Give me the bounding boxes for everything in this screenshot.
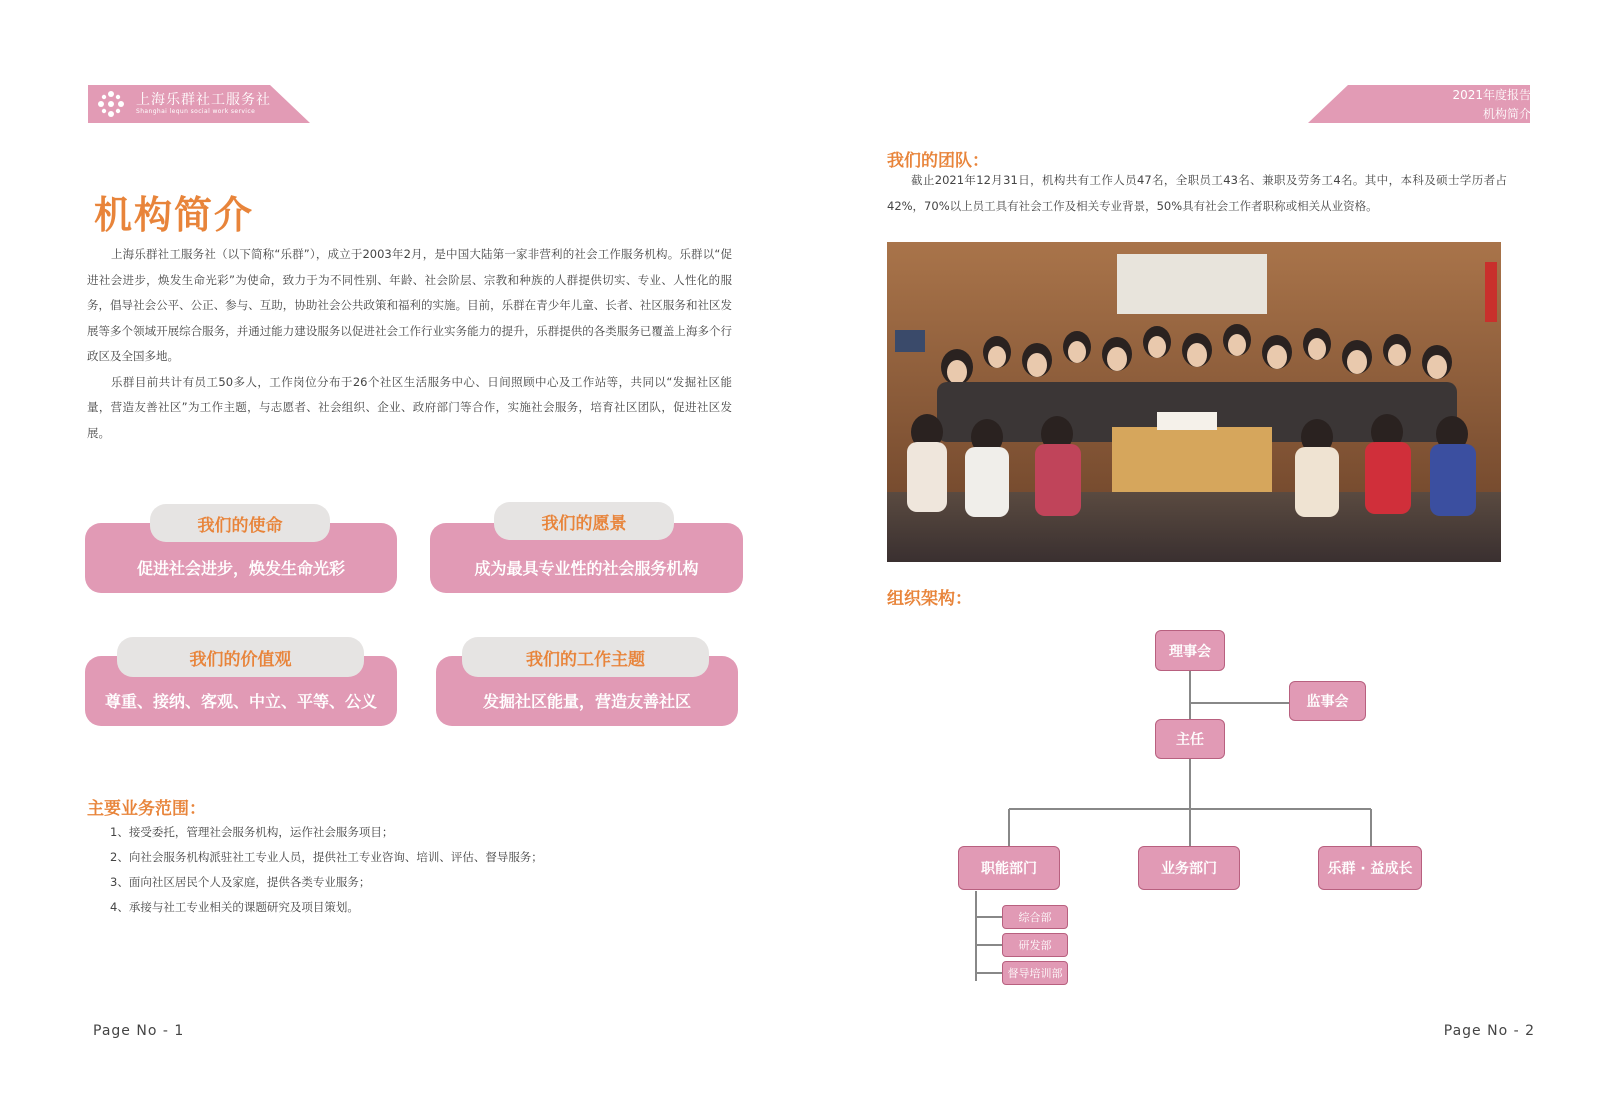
scope-heading: 主要业务范围：	[87, 799, 206, 819]
list-item: 3、面向社区居民个人及家庭，提供各类专业服务；	[110, 875, 371, 889]
page-number-right: Page No - 2	[1443, 1023, 1535, 1039]
page-title: 机构简介	[94, 193, 255, 237]
org-node-lequn-yichengzhang: 乐群 · 益成长	[1318, 846, 1422, 890]
intro-paragraph: 乐群目前共计有员工50多人，工作岗位分布于26个社区生活服务中心、日间照顾中心及工作站等，共同以“发掘社区能量，营造友善社区”为工作主题，与志愿者、社会组织、企业、政府部门等合作，实施社会服务，培育社区团队，促进社区发展。	[87, 374, 732, 440]
intro-text	[87, 242, 732, 446]
org-node-director: 主任	[1155, 719, 1225, 759]
list-item: 2、向社会服务机构派驻社工专业人员，提供社工专业咨询、培训、评估、督导服务；	[110, 850, 543, 864]
org-node-supervisory: 监事会	[1289, 681, 1366, 721]
vision-card: 成为最具专业性的社会服务机构	[430, 523, 743, 593]
logo-flower-icon	[96, 89, 126, 119]
scope-list	[110, 820, 543, 920]
team-text: 截止2021年12月31日，机构共有工作人员47名，全职员工43名、兼职及劳务工4名。其中，本科及硕士学历者占42%，70%以上员工具有社会工作及相关专业背景，50%具有社会工作者职称或相关从业资格。	[887, 173, 1507, 213]
mission-card: 促进社会进步，焕发生命光彩	[85, 523, 397, 593]
org-sub-general: 综合部	[1002, 905, 1068, 929]
mission-label: 我们的使命	[150, 504, 330, 542]
org-sub-rnd: 研发部	[1002, 933, 1068, 957]
team-photo	[887, 242, 1501, 562]
work-theme-card: 发掘社区能量，营造友善社区	[436, 656, 738, 726]
values-card: 尊重、接纳、客观、中立、平等、公义	[85, 656, 397, 726]
org-node-board: 理事会	[1155, 630, 1225, 671]
page-number-left: Page No - 1	[93, 1023, 185, 1039]
values-label: 我们的价值观	[117, 637, 364, 677]
logo-name-en: Shanghai lequn social work service	[136, 108, 256, 115]
intro-paragraph: 上海乐群社工服务社（以下简称“乐群”），成立于2003年2月，是中国大陆第一家非营利的社会工作服务机构。乐群以“促进社会进步，焕发生命光彩”为使命，致力于为不同性别、年龄、社会阶层、宗教和种族的人群提供切实、专业、人性化的服务，倡导社会公平、公正、参与、互助，协助社会公共政策和福利的实施。目前，乐群在青少年儿童、长者、社区服务和社区发展等多个领域开展综合服务，并通过能力建设服务以促进社会工作行业实务能力的提升，乐群提供的各类服务已覆盖上海多个行政区及全国多地。	[87, 247, 732, 363]
org-node-functional-dept: 职能部门	[958, 846, 1060, 890]
org-node-business-dept: 业务部门	[1138, 846, 1240, 890]
report-section: 机构简介	[1482, 107, 1531, 121]
logo-name-cn: 上海乐群社工服务社	[136, 92, 271, 108]
work-theme-label: 我们的工作主题	[462, 637, 709, 677]
vision-label: 我们的愿景	[494, 502, 674, 540]
org-sub-training: 督导培训部	[1002, 961, 1068, 985]
report-year: 2021年度报告	[1452, 88, 1531, 102]
org-heading: 组织架构：	[887, 589, 972, 609]
list-item: 4、承接与社工专业相关的课题研究及项目策划。	[110, 900, 359, 914]
list-item: 1、接受委托，管理社会服务机构，运作社会服务项目；	[110, 825, 394, 839]
team-heading: 我们的团队：	[887, 151, 989, 171]
